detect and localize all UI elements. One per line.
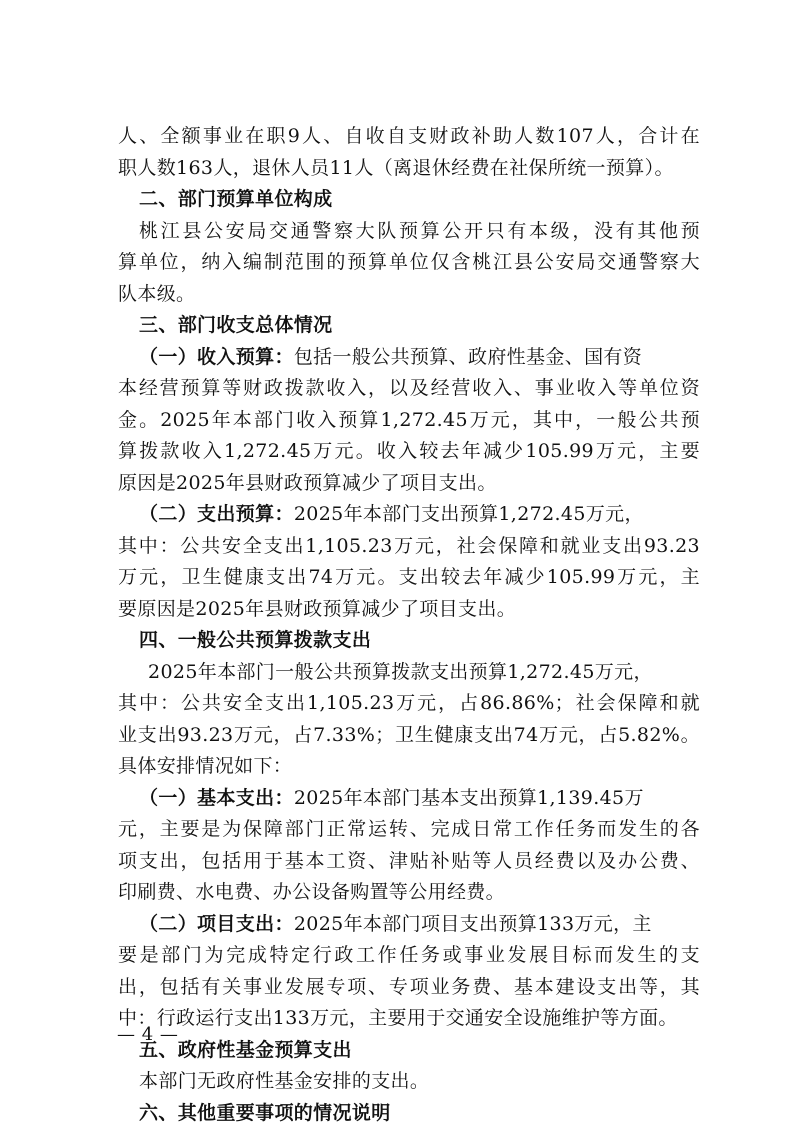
paragraph-line: 其中：公共安全支出1,105.23万元，社会保障和就业支出93.23 — [118, 531, 700, 563]
paragraph-line: 桃江县公安局交通警察大队预算公开只有本级，没有其他预 — [118, 216, 700, 248]
paragraph-text: 2025年本部门基本支出预算1,139.45万 — [294, 787, 644, 809]
paragraph-line: 具体安排情况如下： — [118, 751, 700, 783]
section-heading: 五、政府性基金预算支出 — [118, 1035, 700, 1067]
section-heading: 二、部门预算单位构成 — [118, 184, 700, 216]
paragraph-line: 中：行政运行支出133万元，主要用于交通安全设施维护等方面。 — [118, 1003, 700, 1035]
paragraph-line: 万元，卫生健康支出74万元。支出较去年减少105.99万元，主 — [118, 562, 700, 594]
paragraph-line: 元，主要是为保障部门正常运转、完成日常工作任务而发生的各 — [118, 814, 700, 846]
paragraph-line: 算拨款收入1,272.45万元。收入较去年减少105.99万元，主要 — [118, 436, 700, 468]
paragraph-line: 要原因是2025年县财政预算减少了项目支出。 — [118, 594, 700, 626]
paragraph-line: 算单位，纳入编制范围的预算单位仅含桃江县公安局交通警察大 — [118, 247, 700, 279]
paragraph-line: 本部门无政府性基金安排的支出。 — [118, 1066, 700, 1098]
paragraph-line: 队本级。 — [118, 279, 700, 311]
paragraph-line — [118, 499, 700, 531]
paragraph-line: 金。2025年本部门收入预算1,272.45万元，其中，一般公共预 — [118, 405, 700, 437]
paragraph-line — [118, 342, 700, 374]
paragraph-line: 职人数163人，退休人员11人（离退休经费在社保所统一预算）。 — [118, 153, 700, 185]
paragraph-text: 2025年本部门项目支出预算133万元，主 — [294, 913, 652, 935]
paragraph-line — [118, 783, 700, 815]
paragraph-line: 业支出93.23万元，占7.33%；卫生健康支出74万元，占5.82%。 — [118, 720, 700, 752]
section-heading: 三、部门收支总体情况 — [118, 310, 700, 342]
paragraph-line: 本经营预算等财政拨款收入，以及经营收入、事业收入等单位资 — [118, 373, 700, 405]
paragraph-line: 人、全额事业在职9人、自收自支财政补助人数107人，合计在 — [118, 121, 700, 153]
paragraph-line: 印刷费、水电费、办公设备购置等公用经费。 — [118, 877, 700, 909]
page-number: — 4 — — [117, 1022, 178, 1048]
subsection-lead: （一）基本支出： — [139, 787, 294, 809]
document-body — [118, 121, 700, 1129]
paragraph-line: 原因是2025年县财政预算减少了项目支出。 — [118, 468, 700, 500]
subsection-lead: （二）项目支出： — [139, 913, 294, 935]
section-heading: 六、其他重要事项的情况说明 — [118, 1098, 700, 1129]
subsection-lead: （二）支出预算： — [139, 503, 294, 525]
subsection-lead: （一）收入预算： — [139, 346, 294, 368]
paragraph-line: 项支出，包括用于基本工资、津贴补贴等人员经费以及办公费、 — [118, 846, 700, 878]
section-heading: 四、一般公共预算拨款支出 — [118, 625, 700, 657]
paragraph-line: 要是部门为完成特定行政工作任务或事业发展目标而发生的支 — [118, 940, 700, 972]
paragraph-text: 包括一般公共预算、政府性基金、国有资 — [294, 346, 642, 368]
paragraph-line: 出，包括有关事业发展专项、专项业务费、基本建设支出等，其 — [118, 972, 700, 1004]
paragraph-line: 其中：公共安全支出1,105.23万元，占86.86%；社会保障和就 — [118, 688, 700, 720]
paragraph-line — [118, 909, 700, 941]
paragraph-line: 2025年本部门一般公共预算拨款支出预算1,272.45万元， — [118, 657, 700, 689]
paragraph-text: 2025年本部门支出预算1,272.45万元， — [294, 503, 644, 525]
